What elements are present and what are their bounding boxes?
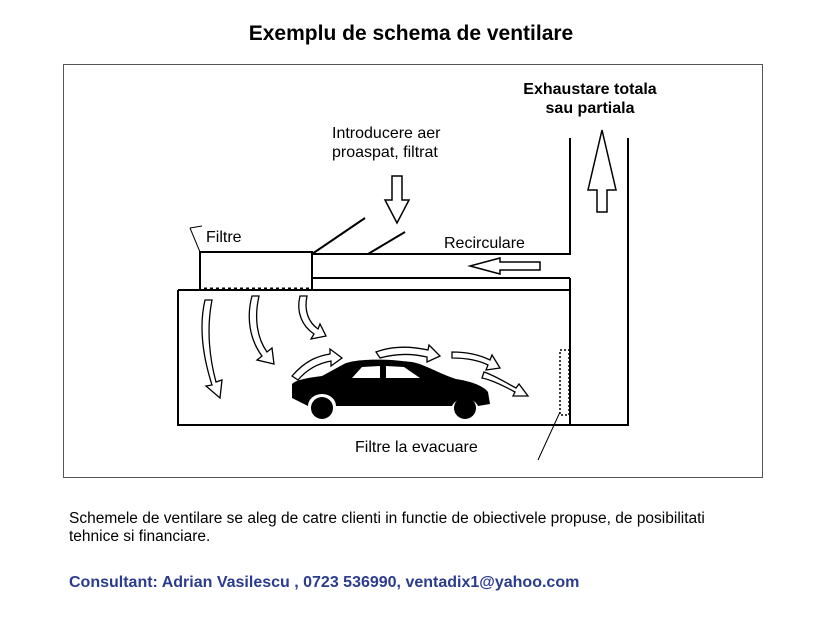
recirculation-label: Recirculare (444, 235, 525, 252)
car-wheel (454, 397, 476, 419)
description-text: Schemele de ventilare se aleg de catre clienti in functie de obiectivele propuse, de posibilitati tehnice si financiare. (69, 510, 705, 545)
intake-louvre (312, 218, 405, 254)
airflow-arrow (376, 345, 440, 362)
contact-info: Consultant: Adrian Vasilescu , 0723 536990, ventadix1@yahoo.com (69, 574, 580, 591)
exhaust-filters-label: Filtre la evacuare (355, 439, 478, 456)
airflow-arrow (452, 352, 500, 370)
filters-label: Filtre (206, 229, 242, 246)
recirculation-arrow (470, 258, 540, 274)
airflow-arrow (202, 300, 222, 398)
intake-arrow (385, 176, 409, 223)
page-title: Exemplu de schema de ventilare (248, 22, 574, 45)
car-wheel (311, 397, 333, 419)
exhaust-label-line1: Exhaustare totala (523, 81, 657, 98)
airflow-arrow (249, 296, 274, 364)
airflow-arrow (299, 296, 326, 339)
exhaust-label-line2: sau partiala (545, 100, 635, 117)
intake-label-line2: proaspat, filtrat (332, 144, 438, 161)
recirculation-duct (312, 278, 570, 290)
exhaust-filter (560, 350, 569, 415)
airflow-arrow (482, 372, 528, 396)
filter-box (200, 252, 312, 290)
intake-label-line1: Introducere aer (332, 125, 441, 142)
exhaust-arrow (588, 130, 616, 212)
